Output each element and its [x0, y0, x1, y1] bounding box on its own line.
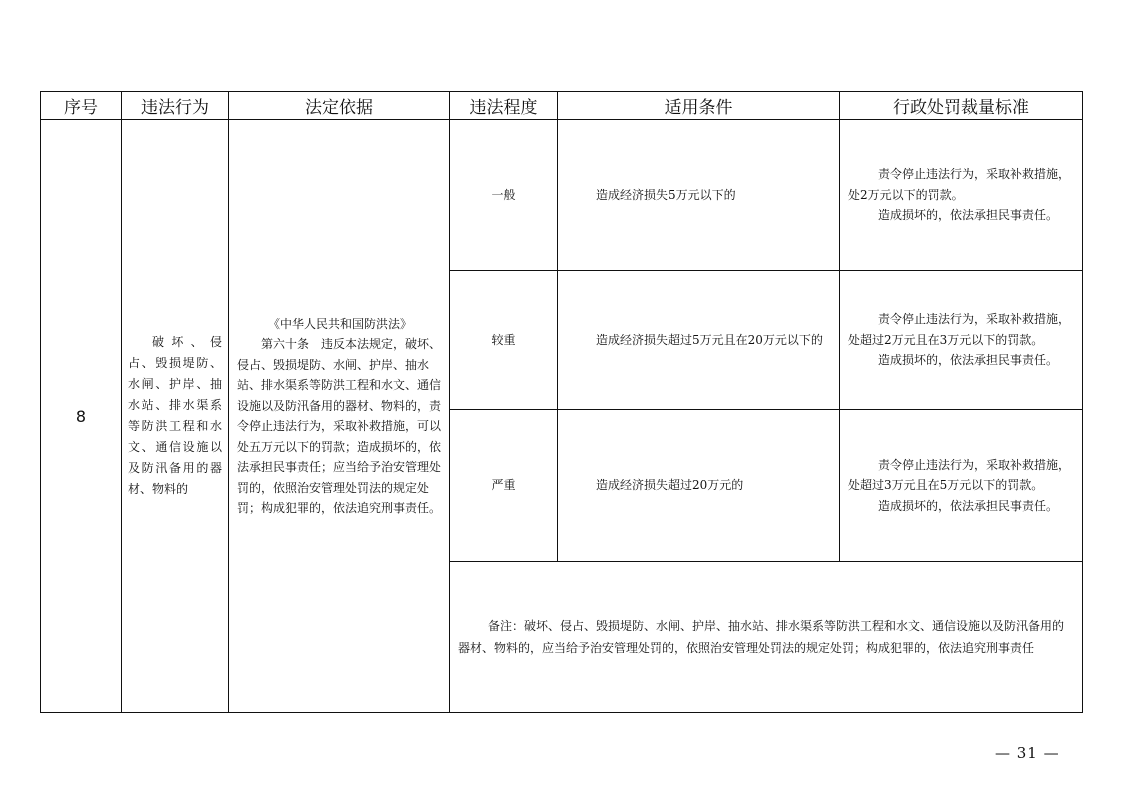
- condition-severe: [558, 410, 840, 562]
- table-row: [41, 120, 1083, 271]
- standard-serious-line-1: 责令停止违法行为，采取补救措施，处超过2万元且在3万元以下的罚款。: [848, 312, 1071, 347]
- violation-text: 破坏、侵占、毁损堤防、水闸、护岸、抽水站、排水渠系等防洪工程和水文、通信设施以及防汛备用的器材、物料的: [128, 335, 222, 496]
- standard-general-line-2: 造成损坏的，依法承担民事责任。: [878, 208, 1059, 223]
- penalty-standard-table: [40, 91, 1083, 713]
- condition-serious-text: 造成经济损失超过5万元且在20万元以下的: [596, 332, 823, 347]
- condition-serious: [558, 271, 840, 410]
- standard-severe: [840, 410, 1083, 562]
- condition-severe-text: 造成经济损失超过20万元的: [596, 478, 744, 493]
- standard-severe-line-1: 责令停止违法行为，采取补救措施，处超过3万元且在5万元以下的罚款。: [848, 457, 1071, 493]
- violation-cell: [122, 120, 229, 713]
- legal-basis-cell: [229, 120, 450, 713]
- standard-serious: [840, 271, 1083, 410]
- remark-cell: [450, 562, 1083, 713]
- header-serial: 序号: [41, 92, 122, 120]
- header-condition: 适用条件: [558, 92, 840, 120]
- degree-serious: 较重: [450, 271, 558, 410]
- header-degree: 违法程度: [450, 92, 558, 120]
- page-number: — 31 —: [995, 744, 1060, 762]
- header-violation: 违法行为: [122, 92, 229, 120]
- standard-general-line-1: 责令停止违法行为，采取补救措施，处2万元以下的罚款。: [848, 167, 1071, 202]
- header-penalty-standard: 行政处罚裁量标准: [840, 92, 1083, 120]
- standard-general: [840, 120, 1083, 271]
- degree-severe: 严重: [450, 410, 558, 562]
- serial-number: 8: [41, 120, 122, 713]
- law-article: 第六十条 违反本法规定，破坏、侵占、毁损堤防、水闸、护岸、抽水站、排水渠系等防洪工程和水文、通信设施以及防汛备用的器材、物料的，责令停止违法行为，采取补救措施，可以处五万元以下的罚款；造成损坏的，依法承担民事责任；应当给予治安管理处罚的，依照治安管理处罚法的规定处罚；构成犯罪的，依法追究刑事责任。: [237, 337, 442, 515]
- standard-serious-line-2: 造成损坏的，依法承担民事责任。: [878, 353, 1059, 368]
- standard-severe-line-2: 造成损坏的，依法承担民事责任。: [878, 498, 1059, 513]
- degree-general: 一般: [450, 120, 558, 271]
- table-header-row: [41, 92, 1083, 120]
- law-title: 《中华人民共和国防洪法》: [267, 316, 412, 331]
- condition-general: [558, 120, 840, 271]
- remark-text: 备注：破坏、侵占、毁损堤防、水闸、护岸、抽水站、排水渠系等防洪工程和水文、通信设施以及防汛备用的器材、物料的，应当给予治安管理处罚的，依照治安管理处罚法的规定处罚；构成犯罪的，依法追究刑事责任: [458, 619, 1065, 655]
- header-legal-basis: 法定依据: [229, 92, 450, 120]
- condition-general-text: 造成经济损失5万元以下的: [596, 187, 736, 202]
